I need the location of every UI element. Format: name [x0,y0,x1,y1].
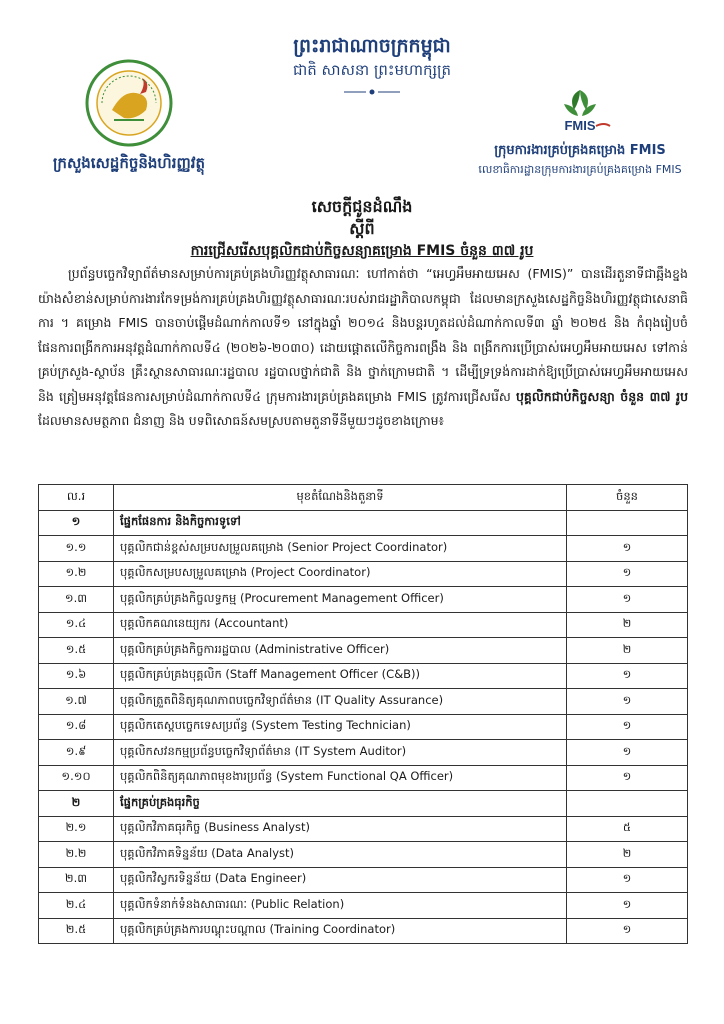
notice-about: ស្តីពី [349,219,375,238]
row-count: ៥ [567,816,688,842]
row-position: បុគ្គលិកត្រួតពិនិត្យគុណភាពបច្ចេកវិទ្យាព័ត៌មាន (IT Quality Assurance) [114,689,567,715]
row-count: ១ [567,740,688,766]
notice-heading [0,196,724,262]
table-row [39,893,688,919]
table-row [39,714,688,740]
table-row [39,867,688,893]
table-row [39,740,688,766]
header-count: ចំនួន [567,485,688,511]
row-position: បុគ្គលិកពិនិត្យគុណភាពមុខងារប្រព័ន្ធ (System Functional QA Officer) [114,765,567,791]
table-row [39,842,688,868]
row-count: ១ [567,918,688,944]
row-number: ២.៥ [39,918,114,944]
table-row [39,587,688,613]
row-position: បុគ្គលិកគ្រប់គ្រងបុគ្គលិក (Staff Management Officer (C&B)) [114,663,567,689]
fmis-secretariat-name: លេខាធិការដ្ឋានក្រុមការងារគ្រប់គ្រងគម្រោង FMIS [478,163,682,176]
fmis-team-name: ក្រុមការងារគ្រប់គ្រងគម្រោង FMIS [494,143,666,158]
fmis-block [440,86,720,179]
notice-subject: ការជ្រើសរើសបុគ្គលិកជាប់កិច្ចសន្យាគម្រោង FMIS ចំនួន ៣៧ រូប [190,243,534,259]
row-position: បុគ្គលិកគ្រប់គ្រងកិច្ចលទ្ធកម្ម (Procurement Management Officer) [114,587,567,613]
row-count: ១ [567,536,688,562]
table-row [39,816,688,842]
row-number: ២.១ [39,816,114,842]
table-row [39,561,688,587]
fmis-logo-icon [540,86,620,138]
row-number: ១.៩ [39,740,114,766]
row-position: បុគ្គលិកទំនាក់ទំនងសាធារណៈ (Public Relation) [114,893,567,919]
row-number: ១.៤ [39,612,114,638]
row-count: ១ [567,867,688,893]
row-position: បុគ្គលិកវិភាគទិន្នន័យ (Data Analyst) [114,842,567,868]
row-number: ១.៦ [39,663,114,689]
table-row [39,689,688,715]
section-row [39,510,688,536]
row-count: ១ [567,893,688,919]
notice-title: សេចក្តីជូនដំណឹង [311,197,413,216]
row-position: បុគ្គលិកសវនកម្មប្រព័ន្ធបច្ចេកវិទ្យាព័ត៌មាន (IT System Auditor) [114,740,567,766]
table-row [39,612,688,638]
row-count: ១ [567,561,688,587]
row-position: ផ្នែកផែនការ និងកិច្ចការទូទៅ [114,510,567,536]
body-paragraph [38,262,688,434]
row-position: បុគ្គលិកវិភាគធុរកិច្ច (Business Analyst) [114,816,567,842]
header-no: ល.រ [39,485,114,511]
row-position: បុគ្គលិកតេស្តបច្ចេកទេសប្រព័ន្ធ (System Testing Technician) [114,714,567,740]
table-row [39,765,688,791]
ornament-divider [342,88,402,96]
row-count [567,510,688,536]
row-count: ២ [567,842,688,868]
row-count: ២ [567,612,688,638]
table-row [39,918,688,944]
row-count: ១ [567,689,688,715]
row-position: បុគ្គលិកវិស្វករទិន្នន័យ (Data Engineer) [114,867,567,893]
national-motto: ជាតិ សាសនា ព្រះមហាក្សត្រ [292,61,452,79]
table-row [39,536,688,562]
body-highlight: បុគ្គលិកជាប់កិច្ចសន្យា ចំនួន ៣៧ រូប [516,388,689,404]
row-position: បុគ្គលិកជាន់ខ្ពស់សម្របសម្រួលគម្រោង (Senior Project Coordinator) [114,536,567,562]
row-position: បុគ្គលិកគ្រប់គ្រងការបណ្តុះបណ្តាល (Training Coordinator) [114,918,567,944]
header-position: មុខតំណែងនិងតួនាទី [114,485,567,511]
row-number: ២.២ [39,842,114,868]
row-number: ១.១ [39,536,114,562]
row-number: ១.៨ [39,714,114,740]
row-count: ១ [567,765,688,791]
ministry-seal-icon [84,58,174,148]
row-position: បុគ្គលិកសម្របសម្រួលគម្រោង (Project Coordinator) [114,561,567,587]
body-text-main: ប្រព័ន្ធបច្ចេកវិទ្យាព័ត៌មានសម្រាប់ការគ្រប់គ្រងហិរញ្ញវត្ថុសាធារណៈ ហៅកាត់ថា “អេហ្វអឹមអាយអេស (FMIS)” បានដើរតួនាទីជាឆ្អឹងខ្នងយ៉ាងសំខាន់សម្រាប់ការងារកែទម្រង់ការគ្រប់គ្រងហិរញ្ញវត្ថុសាធារណៈរបស់រាជរដ្ឋាភិបាលកម្ពុជា ដែលមានក្រសួងសេដ្ឋកិច្ចនិងហិរញ្ញវត្ថុជាសេនាធិការ ។ គម្រោង FMIS បានចាប់ផ្តើមដំណាក់កាលទី១ នៅក្នុងឆ្នាំ ២០១៤ និងបន្តរហូតដល់ដំណាក់កាលទី៣ ឆ្នាំ ២០២៥ និង កំពុងរៀបចំផែនការពង្រីកការអនុវត្តដំណាក់កាលទី៤ (២០២៦-២០៣០) ដោយផ្តោតលើកិច្ចការពង្រឹង និង ពង្រីកការប្រើប្រាស់អេហ្វអឹមអាយអេស ទៅកាន់គ្រប់ក្រសួង-ស្ថាប័ន គ្រឹះស្ថានសាធារណៈរដ្ឋបាល រដ្ឋបាលថ្នាក់ជាតិ និង ថ្នាក់ក្រោមជាតិ ។ ដើម្បីទ្រទ្រង់ការដាក់ឱ្យប្រើប្រាស់អេហ្វអឹមអាយអេស និង ត្រៀមអនុវត្តផែនការសម្រាប់ដំណាក់កាលទី៤ ក្រុមការងារគ្រប់គ្រងគម្រោង FMIS ត្រូវការជ្រើសរើស [38,266,688,404]
row-number: ១.៥ [39,638,114,664]
row-position: បុគ្គលិកគ្រប់គ្រងកិច្ចការរដ្ឋបាល (Administrative Officer) [114,638,567,664]
row-number: ១.១០ [39,765,114,791]
row-number: ២.៣ [39,867,114,893]
row-number: ១.២ [39,561,114,587]
row-number: ១.៣ [39,587,114,613]
fmis-logo-text: FMIS [564,118,596,133]
section-row [39,791,688,817]
row-number: ២ [39,791,114,817]
row-count: ១ [567,587,688,613]
row-count: ២ [567,638,688,664]
row-position: បុគ្គលិកគណនេយ្យករ (Accountant) [114,612,567,638]
kingdom-title: ព្រះរាជាណាចក្រកម្ពុជា [293,35,451,57]
row-position: ផ្នែកគ្រប់គ្រងធុរកិច្ច [114,791,567,817]
row-count: ១ [567,663,688,689]
row-number: ២.៤ [39,893,114,919]
row-number: ១.៧ [39,689,114,715]
body-text-end: ដែលមានសមត្ថភាព ជំនាញ និង បទពិសោធន៍សមស្របតាមតួនាទីនីមួយៗដូចខាងក្រោម៖ [38,413,445,428]
ministry-block [14,58,244,176]
table-row [39,663,688,689]
row-count: ១ [567,714,688,740]
row-count [567,791,688,817]
table-header-row [39,485,688,511]
positions-table [38,484,688,944]
ministry-name: ក្រសួងសេដ្ឋកិច្ចនិងហិរញ្ញវត្ថុ [52,154,206,172]
row-number: ១ [39,510,114,536]
table-row [39,638,688,664]
